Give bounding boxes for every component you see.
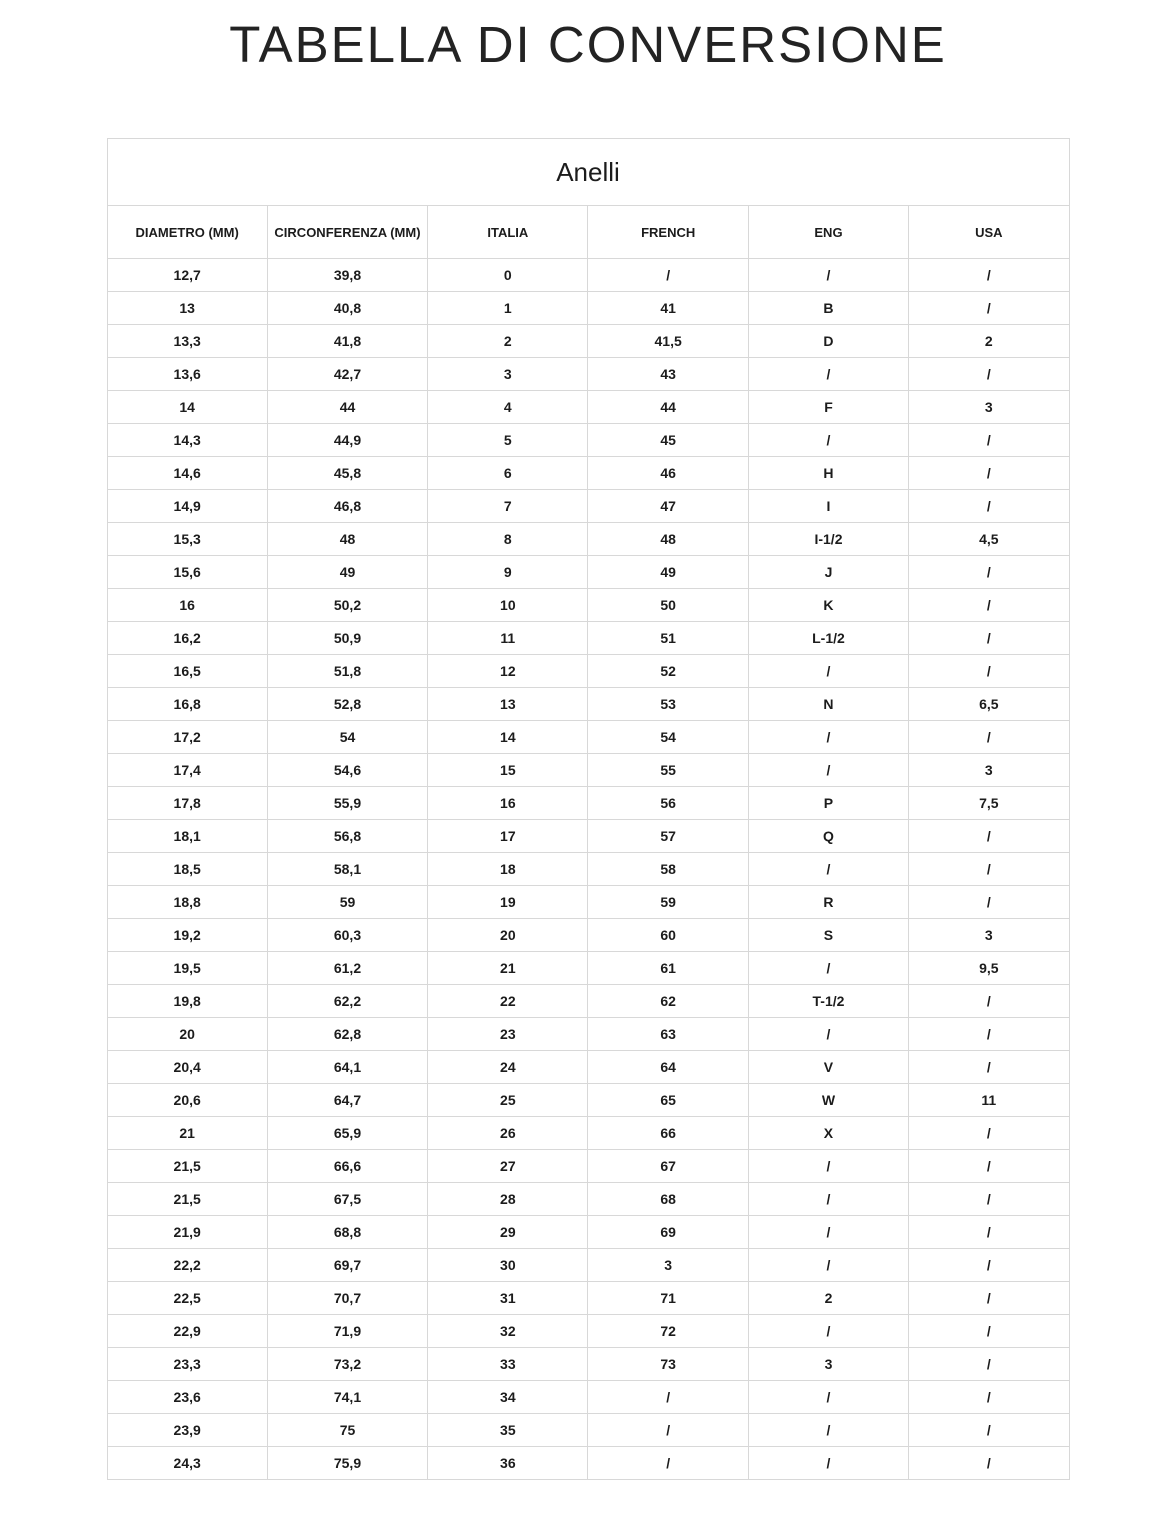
table-cell: 17	[428, 820, 588, 853]
table-cell: 13	[428, 688, 588, 721]
page-title: TABELLA DI CONVERSIONE	[229, 16, 947, 73]
table-cell: 18,5	[107, 853, 267, 886]
table-cell: 61,2	[267, 952, 427, 985]
table-cell: /	[909, 1018, 1069, 1051]
table-cell: I	[748, 490, 908, 523]
table-cell: R	[748, 886, 908, 919]
table-cell: 72	[588, 1315, 748, 1348]
table-cell: /	[909, 1150, 1069, 1183]
table-cell: /	[909, 1216, 1069, 1249]
table-row	[107, 589, 1069, 622]
table-cell: 22,5	[107, 1282, 267, 1315]
table-cell: 40,8	[267, 292, 427, 325]
table-cell: 49	[588, 556, 748, 589]
table-cell: 13	[107, 292, 267, 325]
table-cell: 12	[428, 655, 588, 688]
table-cell: 56	[588, 787, 748, 820]
table-cell: I-1/2	[748, 523, 908, 556]
table-cell: /	[909, 589, 1069, 622]
table-row	[107, 1150, 1069, 1183]
table-cell: /	[909, 655, 1069, 688]
table-cell: 55	[588, 754, 748, 787]
table-cell: /	[748, 952, 908, 985]
table-cell: 41,5	[588, 325, 748, 358]
table-cell: 18	[428, 853, 588, 886]
table-cell: 18,8	[107, 886, 267, 919]
table-cell: /	[909, 1183, 1069, 1216]
table-row	[107, 754, 1069, 787]
conversion-table	[107, 138, 1070, 1480]
table-cell: 48	[267, 523, 427, 556]
table-cell: 9	[428, 556, 588, 589]
table-cell: 2	[909, 325, 1069, 358]
table-cell: 67	[588, 1150, 748, 1183]
table-cell: 21,5	[107, 1183, 267, 1216]
table-cell: 22,2	[107, 1249, 267, 1282]
table-cell: 44	[588, 391, 748, 424]
table-cell: 49	[267, 556, 427, 589]
table-cell: 60,3	[267, 919, 427, 952]
table-cell: 14,9	[107, 490, 267, 523]
table-cell: X	[748, 1117, 908, 1150]
table-row	[107, 1315, 1069, 1348]
table-cell: 30	[428, 1249, 588, 1282]
table-cell: 0	[428, 259, 588, 292]
table-cell: 45,8	[267, 457, 427, 490]
table-caption-row	[107, 139, 1069, 206]
table-cell: /	[748, 259, 908, 292]
table-cell: 73	[588, 1348, 748, 1381]
table-cell: /	[748, 1381, 908, 1414]
table-row	[107, 325, 1069, 358]
table-cell: 21	[107, 1117, 267, 1150]
table-cell: 46	[588, 457, 748, 490]
table-cell: 54,6	[267, 754, 427, 787]
table-cell: 22	[428, 985, 588, 1018]
table-cell: 34	[428, 1381, 588, 1414]
table-row	[107, 1414, 1069, 1447]
table-cell: 19,2	[107, 919, 267, 952]
table-cell: 3	[428, 358, 588, 391]
table-row	[107, 1447, 1069, 1480]
table-cell: 69,7	[267, 1249, 427, 1282]
table-cell: 56,8	[267, 820, 427, 853]
table-row	[107, 985, 1069, 1018]
table-cell: 3	[909, 754, 1069, 787]
table-cell: /	[909, 457, 1069, 490]
table-cell: 11	[428, 622, 588, 655]
table-cell: 64,1	[267, 1051, 427, 1084]
table-cell: 26	[428, 1117, 588, 1150]
table-row	[107, 1381, 1069, 1414]
table-cell: /	[748, 853, 908, 886]
table-cell: 64	[588, 1051, 748, 1084]
table-cell: /	[909, 259, 1069, 292]
table-cell: 54	[588, 721, 748, 754]
table-cell: 75,9	[267, 1447, 427, 1480]
table-row	[107, 1282, 1069, 1315]
table-cell: 6,5	[909, 688, 1069, 721]
table-cell: 17,2	[107, 721, 267, 754]
table-cell: 32	[428, 1315, 588, 1348]
table-cell: /	[588, 1414, 748, 1447]
table-cell: 9,5	[909, 952, 1069, 985]
table-cell: /	[909, 1414, 1069, 1447]
table-cell: 31	[428, 1282, 588, 1315]
table-cell: 20,6	[107, 1084, 267, 1117]
table-row	[107, 622, 1069, 655]
table-cell: 19	[428, 886, 588, 919]
table-cell: 22,9	[107, 1315, 267, 1348]
table-row	[107, 523, 1069, 556]
table-cell: 20,4	[107, 1051, 267, 1084]
table-cell: 2	[428, 325, 588, 358]
table-cell: 61	[588, 952, 748, 985]
table-cell: V	[748, 1051, 908, 1084]
table-cell: /	[909, 886, 1069, 919]
table-cell: 69	[588, 1216, 748, 1249]
table-row	[107, 490, 1069, 523]
table-cell: 44,9	[267, 424, 427, 457]
table-cell: 35	[428, 1414, 588, 1447]
table-cell: /	[748, 1414, 908, 1447]
column-header-diametro: DIAMETRO (MM)	[107, 206, 267, 259]
table-cell: 18,1	[107, 820, 267, 853]
table-cell: /	[748, 655, 908, 688]
table-cell: 7,5	[909, 787, 1069, 820]
table-cell: F	[748, 391, 908, 424]
table-cell: /	[748, 1150, 908, 1183]
table-row	[107, 721, 1069, 754]
table-cell: P	[748, 787, 908, 820]
table-cell: 54	[267, 721, 427, 754]
column-header-french: FRENCH	[588, 206, 748, 259]
table-cell: /	[588, 1447, 748, 1480]
table-cell: 74,1	[267, 1381, 427, 1414]
table-row	[107, 1084, 1069, 1117]
table-cell: /	[748, 721, 908, 754]
column-header-italia: ITALIA	[428, 206, 588, 259]
table-row	[107, 853, 1069, 886]
table-cell: 4	[428, 391, 588, 424]
table-row	[107, 820, 1069, 853]
table-cell: /	[748, 1216, 908, 1249]
table-cell: 52,8	[267, 688, 427, 721]
table-cell: 59	[267, 886, 427, 919]
table-cell: 70,7	[267, 1282, 427, 1315]
table-cell: 13,6	[107, 358, 267, 391]
table-cell: /	[909, 1249, 1069, 1282]
table-cell: 1	[428, 292, 588, 325]
table-cell: 67,5	[267, 1183, 427, 1216]
table-cell: 24	[428, 1051, 588, 1084]
table-cell: 62,2	[267, 985, 427, 1018]
table-row	[107, 1216, 1069, 1249]
table-cell: 2	[748, 1282, 908, 1315]
table-cell: 6	[428, 457, 588, 490]
table-row	[107, 1051, 1069, 1084]
table-cell: 65	[588, 1084, 748, 1117]
table-cell: 21,9	[107, 1216, 267, 1249]
table-cell: /	[909, 490, 1069, 523]
table-cell: /	[748, 1183, 908, 1216]
table-cell: /	[748, 424, 908, 457]
table-cell: /	[909, 1117, 1069, 1150]
table-cell: /	[909, 820, 1069, 853]
table-cell: 25	[428, 1084, 588, 1117]
table-cell: 51	[588, 622, 748, 655]
table-cell: /	[909, 424, 1069, 457]
table-cell: 27	[428, 1150, 588, 1183]
table-cell: 23,9	[107, 1414, 267, 1447]
table-cell: 3	[748, 1348, 908, 1381]
table-cell: /	[909, 985, 1069, 1018]
table-cell: 15,6	[107, 556, 267, 589]
table-cell: N	[748, 688, 908, 721]
table-cell: 20	[428, 919, 588, 952]
table-cell: 13,3	[107, 325, 267, 358]
table-cell: /	[748, 1447, 908, 1480]
table-cell: 3	[588, 1249, 748, 1282]
table-cell: 17,4	[107, 754, 267, 787]
table-cell: 45	[588, 424, 748, 457]
table-cell: 58,1	[267, 853, 427, 886]
table-cell: 46,8	[267, 490, 427, 523]
column-header-eng: ENG	[748, 206, 908, 259]
table-cell: 16	[428, 787, 588, 820]
table-cell: 23,3	[107, 1348, 267, 1381]
table-cell: 10	[428, 589, 588, 622]
table-row	[107, 424, 1069, 457]
table-cell: 42,7	[267, 358, 427, 391]
column-header-circonferenza: CIRCONFERENZA (MM)	[267, 206, 427, 259]
table-row	[107, 787, 1069, 820]
table-row	[107, 1018, 1069, 1051]
table-cell: /	[748, 1315, 908, 1348]
table-cell: /	[909, 1447, 1069, 1480]
table-cell: L-1/2	[748, 622, 908, 655]
table-cell: 59	[588, 886, 748, 919]
table-cell: 52	[588, 655, 748, 688]
table-cell: 29	[428, 1216, 588, 1249]
table-cell: 68,8	[267, 1216, 427, 1249]
table-cell: /	[748, 754, 908, 787]
table-cell: 50	[588, 589, 748, 622]
table-cell: /	[588, 259, 748, 292]
table-cell: 7	[428, 490, 588, 523]
table-cell: 5	[428, 424, 588, 457]
table-cell: /	[909, 1381, 1069, 1414]
table-cell: T-1/2	[748, 985, 908, 1018]
table-cell: /	[909, 1315, 1069, 1348]
table-cell: 41,8	[267, 325, 427, 358]
table-cell: 33	[428, 1348, 588, 1381]
table-cell: 14,3	[107, 424, 267, 457]
table-cell: 58	[588, 853, 748, 886]
table-row	[107, 688, 1069, 721]
table-cell: 14	[107, 391, 267, 424]
table-cell: 15,3	[107, 523, 267, 556]
table-row	[107, 1117, 1069, 1150]
table-row	[107, 1183, 1069, 1216]
table-cell: 17,8	[107, 787, 267, 820]
table-cell: 65,9	[267, 1117, 427, 1150]
table-cell: 15	[428, 754, 588, 787]
table-cell: 71	[588, 1282, 748, 1315]
table-cell: /	[909, 292, 1069, 325]
table-cell: 23	[428, 1018, 588, 1051]
table-cell: /	[909, 358, 1069, 391]
table-cell: 4,5	[909, 523, 1069, 556]
table-cell: 41	[588, 292, 748, 325]
table-cell: 24,3	[107, 1447, 267, 1480]
table-cell: /	[909, 721, 1069, 754]
table-cell: 39,8	[267, 259, 427, 292]
table-cell: 3	[909, 919, 1069, 952]
table-cell: 55,9	[267, 787, 427, 820]
table-cell: 51,8	[267, 655, 427, 688]
table-cell: 71,9	[267, 1315, 427, 1348]
table-row	[107, 259, 1069, 292]
table-row	[107, 292, 1069, 325]
table-cell: 62	[588, 985, 748, 1018]
table-cell: 36	[428, 1447, 588, 1480]
table-cell: 12,7	[107, 259, 267, 292]
table-cell: W	[748, 1084, 908, 1117]
table-cell: 62,8	[267, 1018, 427, 1051]
table-cell: J	[748, 556, 908, 589]
table-cell: K	[748, 589, 908, 622]
table-cell: 3	[909, 391, 1069, 424]
table-cell: D	[748, 325, 908, 358]
table-cell: 60	[588, 919, 748, 952]
table-cell: /	[909, 853, 1069, 886]
table-cell: /	[748, 1018, 908, 1051]
table-cell: 73,2	[267, 1348, 427, 1381]
table-cell: /	[909, 1051, 1069, 1084]
table-cell: 16	[107, 589, 267, 622]
table-cell: 44	[267, 391, 427, 424]
table-cell: 43	[588, 358, 748, 391]
table-cell: 53	[588, 688, 748, 721]
table-cell: 63	[588, 1018, 748, 1051]
table-cell: Q	[748, 820, 908, 853]
table-cell: /	[909, 1348, 1069, 1381]
table-cell: 48	[588, 523, 748, 556]
table-cell: 20	[107, 1018, 267, 1051]
table-cell: 21	[428, 952, 588, 985]
table-row	[107, 952, 1069, 985]
table-row	[107, 886, 1069, 919]
table-row	[107, 1249, 1069, 1282]
table-row	[107, 655, 1069, 688]
table-cell: 19,5	[107, 952, 267, 985]
table-cell: 68	[588, 1183, 748, 1216]
table-cell: 50,2	[267, 589, 427, 622]
table-cell: 14	[428, 721, 588, 754]
table-body	[107, 259, 1069, 1480]
table-cell: /	[748, 358, 908, 391]
table-cell: 16,5	[107, 655, 267, 688]
table-row	[107, 556, 1069, 589]
table-cell: 16,8	[107, 688, 267, 721]
table-cell: 66,6	[267, 1150, 427, 1183]
table-row	[107, 919, 1069, 952]
table-row	[107, 358, 1069, 391]
table-cell: B	[748, 292, 908, 325]
table-cell: 19,8	[107, 985, 267, 1018]
table-cell: 75	[267, 1414, 427, 1447]
table-cell: 23,6	[107, 1381, 267, 1414]
table-cell: 64,7	[267, 1084, 427, 1117]
table-cell: 50,9	[267, 622, 427, 655]
column-header-usa: USA	[909, 206, 1069, 259]
table-cell: S	[748, 919, 908, 952]
conversion-table-container	[107, 138, 1070, 1480]
table-cell: /	[909, 1282, 1069, 1315]
table-header-row	[107, 206, 1069, 259]
table-cell: 47	[588, 490, 748, 523]
table-cell: /	[909, 556, 1069, 589]
table-caption: Anelli	[107, 139, 1069, 206]
table-cell: 8	[428, 523, 588, 556]
table-cell: /	[588, 1381, 748, 1414]
table-cell: 21,5	[107, 1150, 267, 1183]
table-cell: 11	[909, 1084, 1069, 1117]
table-row	[107, 1348, 1069, 1381]
table-cell: 57	[588, 820, 748, 853]
table-row	[107, 391, 1069, 424]
table-cell: /	[748, 1249, 908, 1282]
table-cell: 16,2	[107, 622, 267, 655]
table-cell: 14,6	[107, 457, 267, 490]
table-row	[107, 457, 1069, 490]
table-cell: /	[909, 622, 1069, 655]
table-cell: 28	[428, 1183, 588, 1216]
table-cell: H	[748, 457, 908, 490]
table-cell: 66	[588, 1117, 748, 1150]
